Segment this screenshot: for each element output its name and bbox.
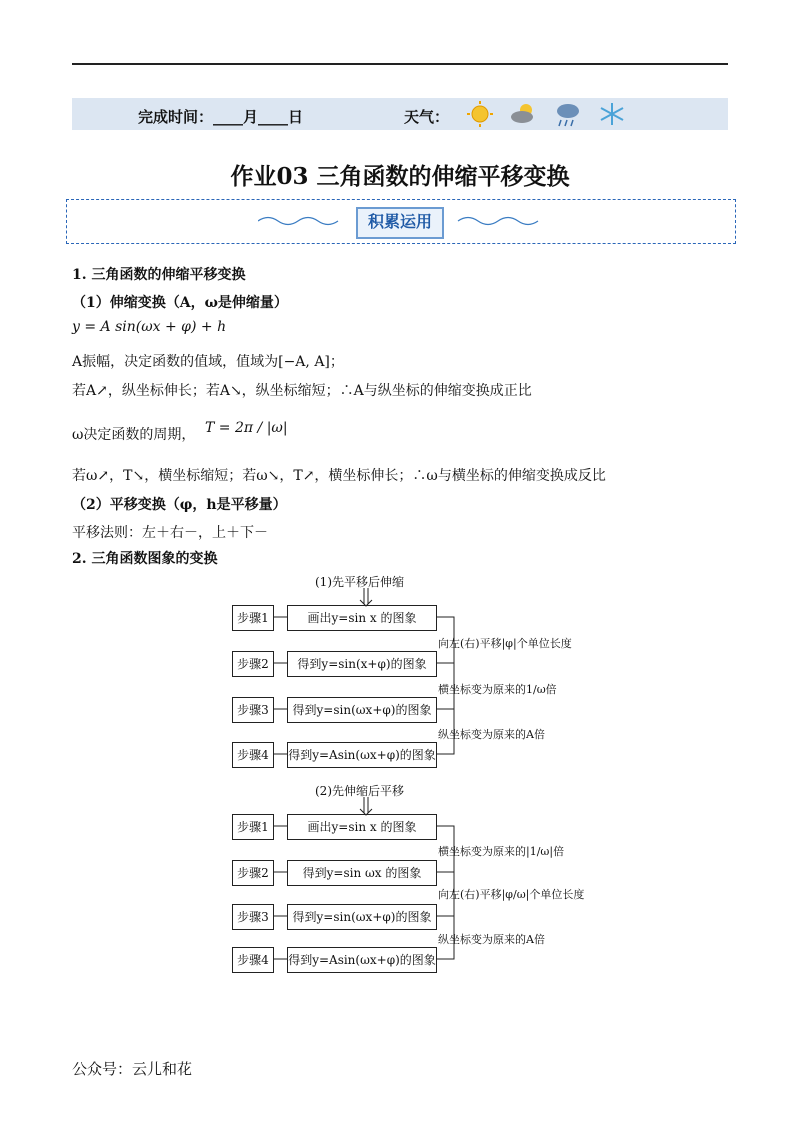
omega-rule: 若ω↗，T↘，横坐标缩短；若ω↘，T↗，横坐标伸长；∴ω与横坐标的伸缩变换成反比 (72, 468, 606, 484)
shift-transform-heading: （2）平移变换（φ，h是平移量） (72, 497, 287, 513)
header-rule (72, 63, 728, 65)
stretch-transform-heading: （1）伸缩变换（A，ω是伸缩量） (72, 295, 288, 311)
section-1-heading: 1. 三角函数的伸缩平移变换 (72, 267, 246, 283)
snowflake-icon (601, 103, 623, 125)
d1-box-1: 画出y=sin x 的图象 (287, 605, 437, 631)
d1-box-3: 得到y=sin(ωx+φ)的图象 (287, 697, 437, 723)
diagram1-heading: (1)先平移后伸缩 (315, 575, 404, 589)
d2-step-4: 步骤4 (232, 947, 274, 973)
weather-label: 天气： (404, 108, 450, 126)
weather-icons (464, 100, 634, 128)
period-formula: T = 2π / |ω| (205, 420, 288, 436)
rain-icon (557, 104, 579, 126)
amplitude-note: A振幅，决定函数的值域，值域为[−A, A]； (72, 354, 344, 370)
omega-period-note: ω决定函数的周期， (72, 427, 196, 443)
d2-box-3: 得到y=sin(ωx+φ)的图象 (287, 904, 437, 930)
d1-note-3: 纵坐标变为原来的A倍 (438, 728, 545, 741)
d1-step-1: 步骤1 (232, 605, 274, 631)
d2-note-2: 向左(右)平移|φ/ω|个单位长度 (438, 888, 585, 901)
sun-icon (467, 101, 493, 127)
info-banner (72, 98, 728, 130)
accumulate-badge: 积累运用 (356, 207, 444, 239)
footer-account: 公众号：云儿和花 (72, 1060, 193, 1078)
d1-note-1: 向左(右)平移|φ|个单位长度 (438, 637, 572, 650)
amplitude-rule: 若A↗，纵坐标伸长；若A↘，纵坐标缩短；∴A与纵坐标的伸缩变换成正比 (72, 383, 532, 399)
shift-rule: 平移法则：左＋右－，上＋下－ (72, 525, 268, 541)
section-2-heading: 2. 三角函数图象的变换 (72, 551, 218, 567)
general-formula: y = A sin(ωx + φ) + h (72, 319, 227, 335)
d1-box-4: 得到y=Asin(ωx+φ)的图象 (287, 742, 437, 768)
d2-note-1: 横坐标变为原来的|1/ω|倍 (438, 845, 565, 858)
d2-box-4: 得到y=Asin(ωx+φ)的图象 (287, 947, 437, 973)
d1-box-2: 得到y=sin(x+φ)的图象 (287, 651, 437, 677)
d1-step-4: 步骤4 (232, 742, 274, 768)
d2-box-1: 画出y=sin x 的图象 (287, 814, 437, 840)
completion-time-label: 完成时间：____月____日 (138, 108, 304, 126)
d2-step-3: 步骤3 (232, 904, 274, 930)
d1-step-3: 步骤3 (232, 697, 274, 723)
diagram2-heading: (2)先伸缩后平移 (315, 784, 404, 798)
d2-box-2: 得到y=sin ωx 的图象 (287, 860, 437, 886)
page-title: 作业03 三角函数的伸缩平移变换 (230, 163, 570, 190)
d1-step-2: 步骤2 (232, 651, 274, 677)
d1-note-2: 横坐标变为原来的1/ω倍 (438, 683, 557, 696)
d2-step-1: 步骤1 (232, 814, 274, 840)
d2-note-3: 纵坐标变为原来的A倍 (438, 933, 545, 946)
partly-cloudy-icon (511, 104, 533, 123)
d2-step-2: 步骤2 (232, 860, 274, 886)
